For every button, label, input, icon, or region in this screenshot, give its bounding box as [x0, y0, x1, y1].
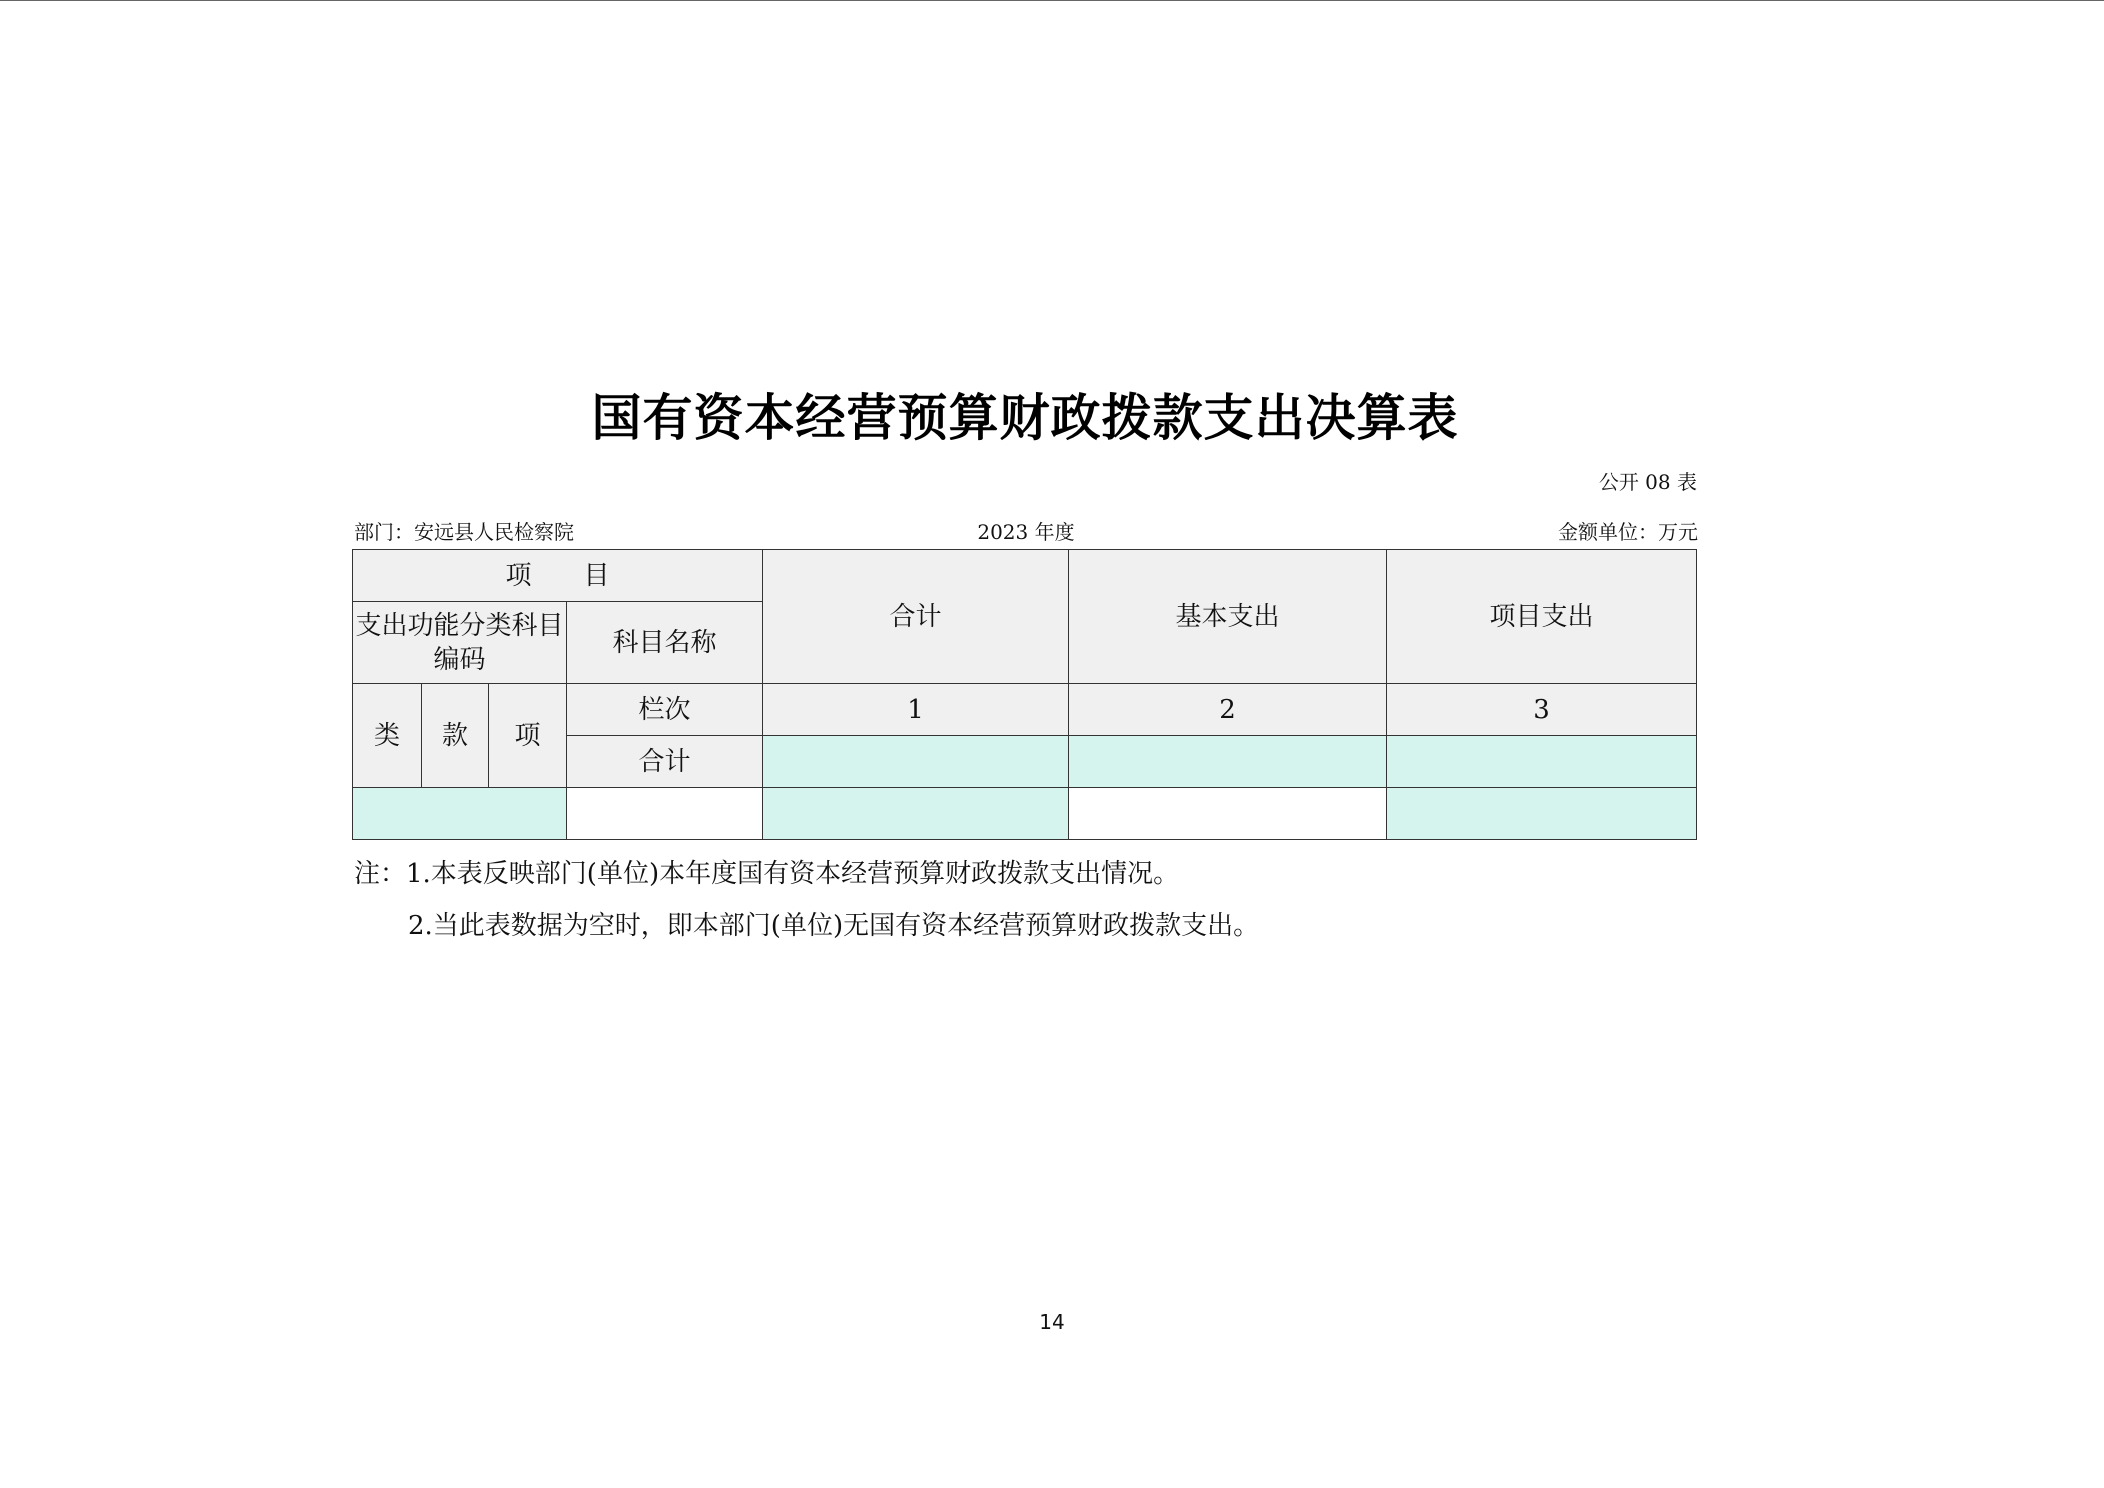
page-title: 国有资本经营预算财政拨款支出决算表 — [591, 389, 1459, 447]
header-function-code: 支出功能分类科目编码 — [353, 602, 567, 684]
table-number: 公开 08 表 — [1598, 470, 1697, 494]
total-basic-cell — [1069, 736, 1387, 788]
header-total: 合计 — [763, 550, 1069, 684]
note-1: 注：1.本表反映部门(单位)本年度国有资本经营预算财政拨款支出情况。 — [354, 859, 1180, 889]
row-lanci-label: 栏次 — [567, 684, 763, 736]
page-number: 14 — [1039, 1310, 1065, 1334]
header-subject-name: 科目名称 — [567, 602, 763, 684]
header-item: 项 目 — [353, 550, 763, 602]
year-label: 2023 年度 — [977, 520, 1075, 544]
header-kuan: 款 — [422, 684, 489, 788]
meta-row — [354, 516, 1698, 546]
lanci-col-1: 1 — [763, 684, 1069, 736]
header-lei: 类 — [353, 684, 422, 788]
unit-label: 金额单位：万元 — [1558, 520, 1698, 544]
total-sum-cell — [763, 736, 1069, 788]
data-name-cell — [567, 788, 763, 840]
header-project-expense: 项目支出 — [1387, 550, 1697, 684]
lanci-col-3: 3 — [1387, 684, 1697, 736]
header-xiang: 项 — [489, 684, 567, 788]
notes — [354, 848, 1259, 952]
total-project-cell — [1387, 736, 1697, 788]
data-project-cell — [1387, 788, 1697, 840]
data-code-cell — [353, 788, 567, 840]
note-2: 2.当此表数据为空时，即本部门(单位)无国有资本经营预算财政拨款支出。 — [408, 911, 1260, 941]
data-basic-cell — [1069, 788, 1387, 840]
header-basic-expense: 基本支出 — [1069, 550, 1387, 684]
row-total-label: 合计 — [567, 736, 763, 788]
lanci-col-2: 2 — [1069, 684, 1387, 736]
department-label: 部门：安远县人民检察院 — [354, 520, 574, 544]
page-top-border — [0, 0, 2104, 1]
budget-table — [352, 549, 1697, 840]
data-total-cell — [763, 788, 1069, 840]
